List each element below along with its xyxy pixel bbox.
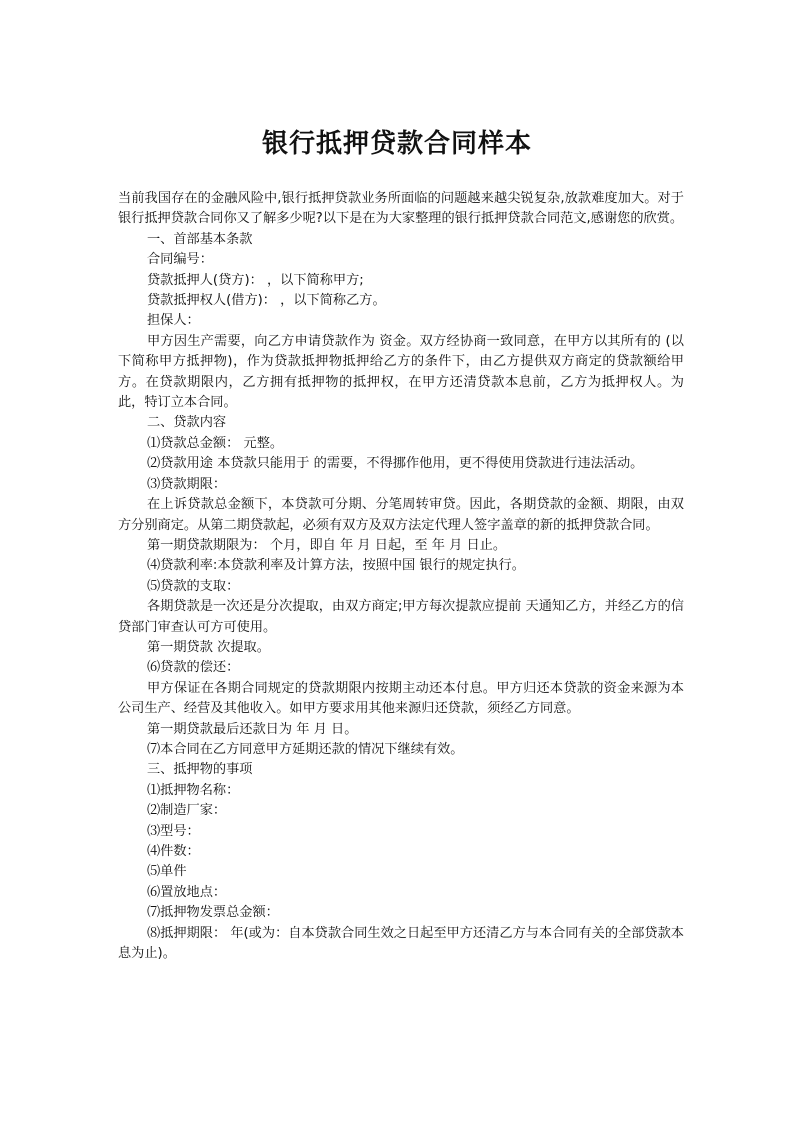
paragraph-first-term: 第一期贷款期限为： 个月，即自 年 月 日起，至 年 月 日止。 (147, 537, 507, 553)
paragraph-unit: ⑸单件 (147, 864, 187, 880)
paragraph-first-withdrawal: 第一期贷款 次提取。 (147, 639, 270, 655)
paragraph-model: ⑶型号： (147, 823, 200, 839)
paragraph-location: ⑹置放地点： (147, 884, 227, 900)
paragraph-extension: ⑺本合同在乙方同意甲方延期还款的情况下继续有效。 (147, 741, 464, 757)
paragraph-invoice-amount: ⑺抵押物发票总金额： (147, 905, 279, 921)
paragraph-loan-term: ⑶贷款期限： (147, 476, 227, 492)
paragraph-withdrawal-detail: 各期贷款是一次还是分次提取，由双方商定;甲方每次提款应提前 天通知乙方，并经乙方的信贷部门审查认可方可使用。 (118, 599, 684, 635)
paragraph-quantity: ⑷件数： (147, 844, 200, 859)
paragraph-term-detail: 在上诉贷款总金额下，本贷款可分期、分笔周转审贷。因此，各期贷款的金额、期限，由双方分别商定。从第二期贷款起，必须有双方及双方法定代理人签字盖章的新的抵押贷款合同。 (118, 497, 684, 533)
paragraph-guarantor: 担保人： (147, 313, 200, 329)
paragraph-loan-use: ⑵贷款用途 本贷款只能用于 的需要，不得挪作他用，更不得使用贷款进行违法活动。 (147, 456, 644, 472)
section-heading-1: 一、首部基本条款 (147, 231, 253, 247)
paragraph-final-repayment: 第一期贷款最后还款日为 年 月 日。 (147, 721, 358, 737)
paragraph-repayment: ⑹贷款的偿还： (147, 660, 240, 676)
paragraph-intro: 当前我国存在的金融风险中,银行抵押贷款业务所面临的问题越来越尖锐复杂,放款难度加大。对于银行抵押贷款合同你又了解多少呢?以下是在为大家整理的银行抵押贷款合同范文,感谢您的欣赏。 (118, 191, 684, 227)
section-heading-3: 三、抵押物的事项 (147, 762, 253, 778)
section-heading-2: 二、贷款内容 (147, 415, 227, 431)
paragraph-interest-rate: ⑷贷款利率:本贷款利率及计算方法，按照中国 银行的规定执行。 (147, 558, 525, 574)
paragraph-mortgagor: 贷款抵押人(贷方)： ，以下简称甲方; (147, 272, 364, 288)
document-title: 银行抵押贷款合同样本 (261, 129, 532, 159)
paragraph-repayment-detail: 甲方保证在各期合同规定的贷款期限内按期主动还本付息。甲方归还本贷款的资金来源为本公司生产、经营及其他收入。如甲方要求用其他来源归还贷款，须经乙方同意。 (118, 680, 684, 717)
paragraph-purpose: 甲方因生产需要，向乙方申请贷款作为 资金。双方经协商一致同意，在甲方以其所有的 (以下简称甲方抵押物)，作为贷款抵押物抵押给乙方的条件下，由乙方提供双方商定的贷款额给甲方。在贷款期限内，乙方拥有抵押物的抵押权，在甲方还清贷款本息前，乙方为抵押权人。为此，特订立本合同。 (118, 333, 684, 411)
paragraph-mortgagee: 贷款抵押权人(借方)： ，以下简称乙方。 (147, 293, 386, 309)
paragraph-loan-amount: ⑴贷款总金额： 元整。 (147, 435, 284, 451)
paragraph-mortgage-term: ⑻抵押期限： 年(或为：自本贷款合同生效之日起至甲方还清乙方与本合同有关的全部贷款本息为止)。 (118, 925, 684, 962)
paragraph-withdrawal: ⑸贷款的支取： (147, 578, 240, 594)
paragraph-collateral-name: ⑴抵押物名称： (147, 782, 240, 798)
document-body (118, 189, 684, 964)
paragraph-manufacturer: ⑵制造厂家： (147, 803, 227, 819)
paragraph-contract-number: 合同编号： (147, 252, 213, 268)
